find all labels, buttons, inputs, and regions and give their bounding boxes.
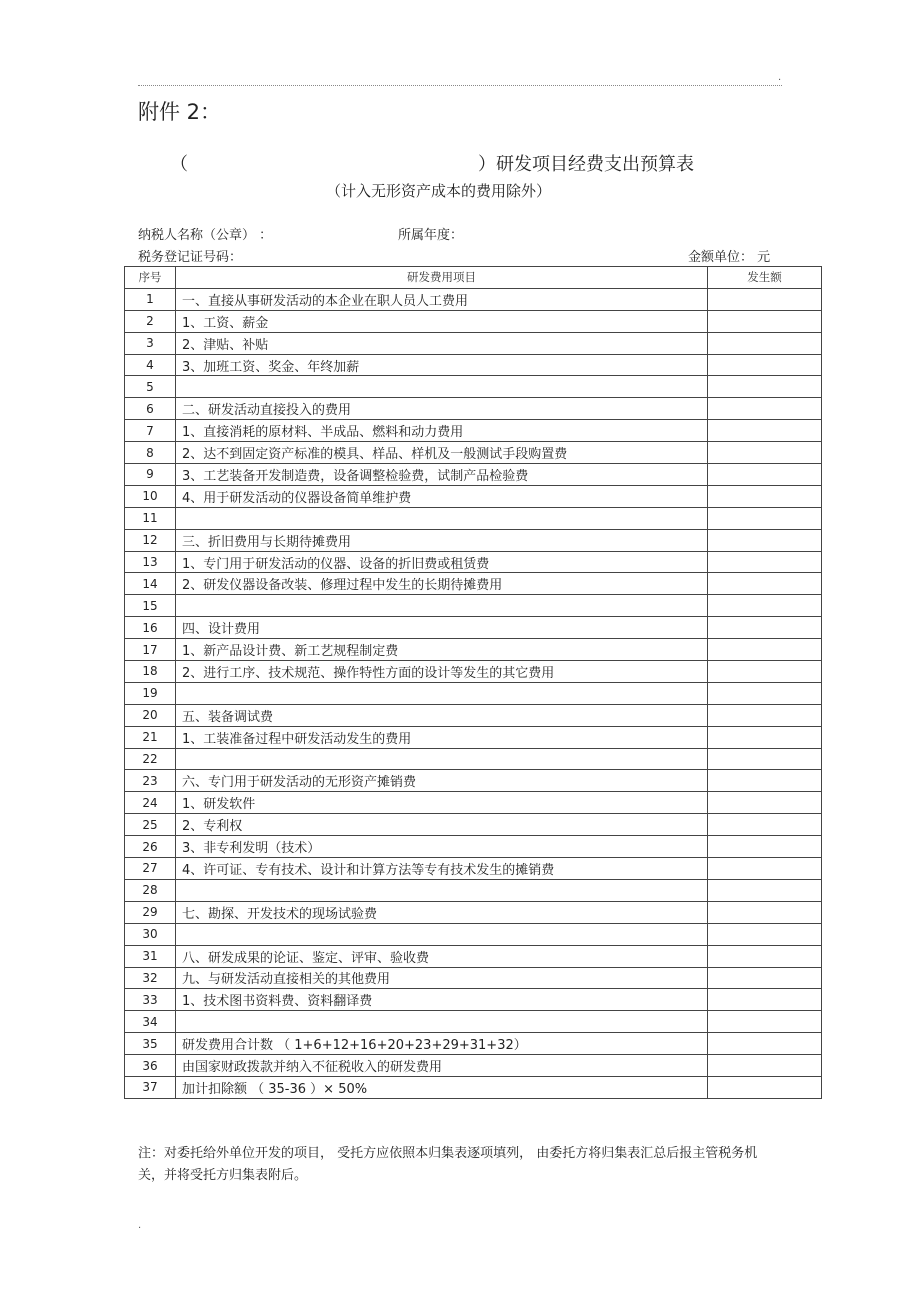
- row-item: [176, 376, 708, 398]
- attachment-label: 附件 2：: [138, 100, 222, 124]
- amount-cell[interactable]: [708, 1055, 822, 1077]
- amount-cell[interactable]: [708, 792, 822, 814]
- table-row: [125, 879, 822, 901]
- row-item: [176, 507, 708, 529]
- budget-table: [124, 266, 822, 1099]
- table-header-row: [125, 267, 822, 289]
- row-number: 26: [125, 836, 176, 858]
- row-number: 7: [125, 420, 176, 442]
- row-number: 27: [125, 858, 176, 880]
- row-number: 30: [125, 923, 176, 945]
- row-item: 4、用于研发活动的仪器设备简单维护费: [176, 485, 708, 507]
- table-row: [125, 551, 822, 573]
- row-item: 1、工装准备过程中研发活动发生的费用: [176, 726, 708, 748]
- row-item: 4、许可证、专有技术、设计和计算方法等专有技术发生的摊销费: [176, 858, 708, 880]
- amount-cell[interactable]: [708, 595, 822, 617]
- amount-cell[interactable]: [708, 879, 822, 901]
- table-row: [125, 507, 822, 529]
- row-number: 19: [125, 682, 176, 704]
- amount-cell[interactable]: [708, 945, 822, 967]
- amount-cell[interactable]: [708, 639, 822, 661]
- table-row: [125, 420, 822, 442]
- row-number: 21: [125, 726, 176, 748]
- table-row: [125, 485, 822, 507]
- row-item: 1、研发软件: [176, 792, 708, 814]
- row-number: 16: [125, 617, 176, 639]
- row-item: 2、津贴、补贴: [176, 332, 708, 354]
- row-number: 9: [125, 464, 176, 486]
- table-row: [125, 814, 822, 836]
- row-item: 二、研发活动直接投入的费用: [176, 398, 708, 420]
- table-row: [125, 288, 822, 310]
- row-item: 由国家财政拨款并纳入不征税收入的研发费用: [176, 1055, 708, 1077]
- row-number: 33: [125, 989, 176, 1011]
- row-number: 3: [125, 332, 176, 354]
- table-row: [125, 836, 822, 858]
- table-row: [125, 398, 822, 420]
- table-row: [125, 989, 822, 1011]
- header-amount: 发生额: [708, 267, 822, 289]
- table-row: [125, 748, 822, 770]
- row-item: 2、研发仪器设备改装、修理过程中发生的长期待摊费用: [176, 573, 708, 595]
- amount-cell[interactable]: [708, 682, 822, 704]
- row-item: 3、工艺装备开发制造费，设备调整检验费，试制产品检验费: [176, 464, 708, 486]
- amount-cell[interactable]: [708, 923, 822, 945]
- row-number: 37: [125, 1076, 176, 1098]
- row-item: 2、专利权: [176, 814, 708, 836]
- amount-cell[interactable]: [708, 332, 822, 354]
- amount-cell[interactable]: [708, 967, 822, 989]
- row-number: 15: [125, 595, 176, 617]
- row-number: 13: [125, 551, 176, 573]
- amount-cell[interactable]: [708, 573, 822, 595]
- table-row: [125, 442, 822, 464]
- amount-cell[interactable]: [708, 770, 822, 792]
- amount-cell[interactable]: [708, 420, 822, 442]
- amount-cell[interactable]: [708, 1033, 822, 1055]
- row-item: 2、达不到固定资产标准的模具、样品、样机及一般测试手段购置费: [176, 442, 708, 464]
- table-row: [125, 967, 822, 989]
- amount-cell[interactable]: [708, 376, 822, 398]
- amount-cell[interactable]: [708, 858, 822, 880]
- row-item: 1、直接消耗的原材料、半成品、燃料和动力费用: [176, 420, 708, 442]
- row-item: 九、与研发活动直接相关的其他费用: [176, 967, 708, 989]
- amount-cell[interactable]: [708, 288, 822, 310]
- row-item: [176, 682, 708, 704]
- row-number: 18: [125, 661, 176, 683]
- footnote: 注：对委托给外单位开发的项目， 受托方应依照本归集表逐项填列， 由委托方将归集表汇总后报主管税务机关，并将受托方归集表附后。: [138, 1146, 758, 1183]
- row-item: 四、设计费用: [176, 617, 708, 639]
- row-number: 12: [125, 529, 176, 551]
- row-number: 35: [125, 1033, 176, 1055]
- row-item: 2、进行工序、技术规范、操作特性方面的设计等发生的其它费用: [176, 661, 708, 683]
- amount-cell[interactable]: [708, 442, 822, 464]
- row-item: 1、工资、薪金: [176, 310, 708, 332]
- row-item: 加计扣除额 （ 35-36 ）× 50%: [176, 1076, 708, 1098]
- row-number: 28: [125, 879, 176, 901]
- table-row: [125, 1033, 822, 1055]
- amount-cell[interactable]: [708, 551, 822, 573]
- amount-cell[interactable]: [708, 836, 822, 858]
- row-number: 6: [125, 398, 176, 420]
- table-row: [125, 726, 822, 748]
- table-row: [125, 901, 822, 923]
- unit-label: 金额单位： 元: [688, 250, 771, 265]
- amount-cell[interactable]: [708, 485, 822, 507]
- amount-cell[interactable]: [708, 310, 822, 332]
- table-row: [125, 354, 822, 376]
- amount-cell[interactable]: [708, 989, 822, 1011]
- row-number: 5: [125, 376, 176, 398]
- title-open-paren: （: [170, 154, 188, 175]
- row-item: [176, 1011, 708, 1033]
- row-item: 1、技术图书资料费、资料翻译费: [176, 989, 708, 1011]
- year-label: 所属年度：: [398, 228, 464, 243]
- row-item: 一、直接从事研发活动的本企业在职人员人工费用: [176, 288, 708, 310]
- table-row: [125, 1076, 822, 1098]
- page-subtitle: （计入无形资产成本的费用除外）: [326, 182, 552, 200]
- amount-cell[interactable]: [708, 354, 822, 376]
- tax-reg-label: 税务登记证号码：: [138, 250, 243, 265]
- table-row: [125, 1011, 822, 1033]
- row-item: 研发费用合计数 （ 1+6+12+16+20+23+29+31+32）: [176, 1033, 708, 1055]
- header-item: 研发费用项目: [176, 267, 708, 289]
- amount-cell[interactable]: [708, 1076, 822, 1098]
- row-number: 24: [125, 792, 176, 814]
- amount-cell[interactable]: [708, 661, 822, 683]
- row-number: 20: [125, 704, 176, 726]
- table-row: [125, 792, 822, 814]
- header-rule: [138, 85, 782, 86]
- table-row: [125, 595, 822, 617]
- page-mark: .: [138, 1220, 142, 1231]
- title-text: ）研发项目经费支出预算表: [478, 154, 694, 175]
- row-number: 2: [125, 310, 176, 332]
- amount-cell[interactable]: [708, 814, 822, 836]
- row-number: 1: [125, 288, 176, 310]
- amount-cell[interactable]: [708, 507, 822, 529]
- row-item: 1、新产品设计费、新工艺规程制定费: [176, 639, 708, 661]
- page-mark: .: [778, 72, 782, 83]
- table-row: [125, 923, 822, 945]
- taxpayer-label: 纳税人名称（公章） ：: [138, 228, 273, 243]
- row-item: 五、装备调试费: [176, 704, 708, 726]
- table-row: [125, 682, 822, 704]
- table-row: [125, 376, 822, 398]
- row-number: 14: [125, 573, 176, 595]
- row-number: 32: [125, 967, 176, 989]
- amount-cell[interactable]: [708, 617, 822, 639]
- table-row: [125, 661, 822, 683]
- row-item: 八、研发成果的论证、鉴定、评审、验收费: [176, 945, 708, 967]
- table-row: [125, 945, 822, 967]
- row-item: 三、折旧费用与长期待摊费用: [176, 529, 708, 551]
- row-number: 31: [125, 945, 176, 967]
- amount-cell[interactable]: [708, 398, 822, 420]
- row-item: [176, 923, 708, 945]
- row-number: 11: [125, 507, 176, 529]
- table-row: [125, 639, 822, 661]
- row-number: 29: [125, 901, 176, 923]
- row-number: 8: [125, 442, 176, 464]
- row-item: 1、专门用于研发活动的仪器、设备的折旧费或租赁费: [176, 551, 708, 573]
- row-item: [176, 748, 708, 770]
- row-item: 3、非专利发明（技术）: [176, 836, 708, 858]
- row-item: [176, 595, 708, 617]
- table-row: [125, 573, 822, 595]
- row-item: 3、加班工资、奖金、年终加薪: [176, 354, 708, 376]
- row-item: [176, 879, 708, 901]
- table-row: [125, 332, 822, 354]
- table-row: [125, 464, 822, 486]
- table-row: [125, 1055, 822, 1077]
- amount-cell[interactable]: [708, 726, 822, 748]
- amount-cell[interactable]: [708, 901, 822, 923]
- row-item: 六、专门用于研发活动的无形资产摊销费: [176, 770, 708, 792]
- row-number: 4: [125, 354, 176, 376]
- row-number: 34: [125, 1011, 176, 1033]
- amount-cell[interactable]: [708, 1011, 822, 1033]
- table-row: [125, 704, 822, 726]
- table-row: [125, 770, 822, 792]
- amount-cell[interactable]: [708, 464, 822, 486]
- row-number: 25: [125, 814, 176, 836]
- row-number: 10: [125, 485, 176, 507]
- amount-cell[interactable]: [708, 704, 822, 726]
- row-number: 36: [125, 1055, 176, 1077]
- amount-cell[interactable]: [708, 529, 822, 551]
- table-row: [125, 858, 822, 880]
- table-row: [125, 529, 822, 551]
- table-row: [125, 617, 822, 639]
- row-number: 23: [125, 770, 176, 792]
- table-row: [125, 310, 822, 332]
- amount-cell[interactable]: [708, 748, 822, 770]
- row-number: 17: [125, 639, 176, 661]
- header-no: 序号: [125, 267, 176, 289]
- row-number: 22: [125, 748, 176, 770]
- row-item: 七、勘探、开发技术的现场试验费: [176, 901, 708, 923]
